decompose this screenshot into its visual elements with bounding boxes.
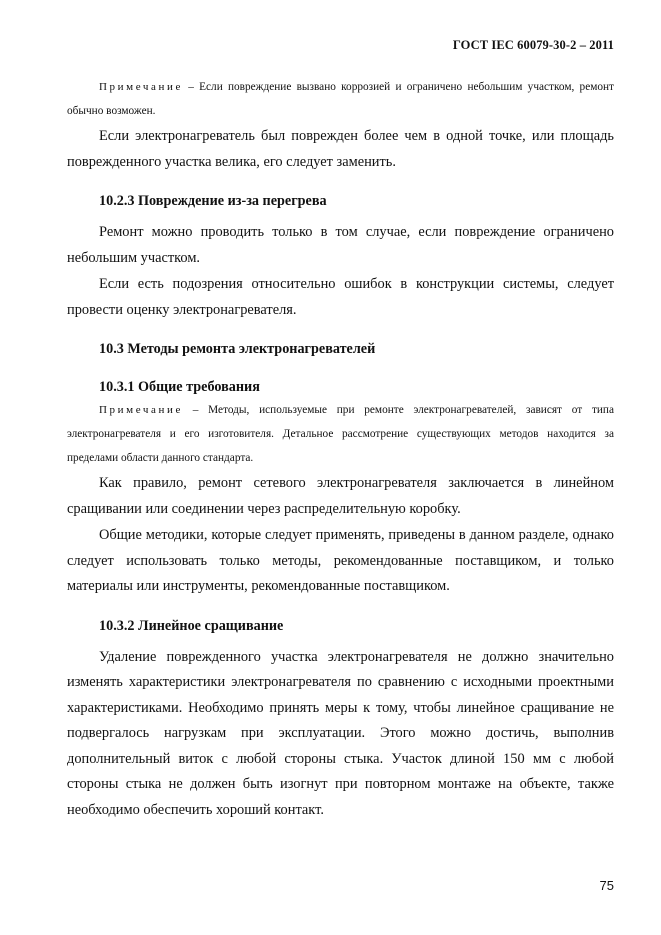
standard-header: ГОСТ IEC 60079-30-2 – 2011 — [452, 38, 614, 52]
paragraph-methods: Общие методики, которые следует применять, приведены в данном разделе, однако следует использовать только методы, рекомендованные поставщиком, и только материалы или инструменты, рекомендованные поставщиком. — [67, 527, 614, 594]
heading-10-3-1: 10.3.1 Общие требования — [99, 379, 260, 395]
note-label: Примечание — [99, 404, 183, 416]
note-corrosion — [67, 75, 614, 123]
paragraph-design-errors: Если есть подозрения относительно ошибок в конструкции системы, следует провести оценку электронагревателя. — [67, 276, 614, 318]
page-content — [67, 75, 614, 823]
heading-10-3-2: 10.3.2 Линейное сращивание — [99, 617, 284, 634]
heading-10-2-3: 10.2.3 Повреждение из-за перегрева — [99, 193, 327, 209]
paragraph-replace: Если электронагреватель был поврежден более чем в одной точке, или площадь поврежденного участка велика, его следует заменить. — [67, 128, 614, 170]
page-number: 75 — [599, 878, 614, 893]
note-text: – Если повреждение вызвано коррозией и ограничено небольшим участком, ремонт обычно возможен. — [67, 81, 614, 117]
heading-10-3: 10.3 Методы ремонта электронагревателей — [99, 341, 376, 357]
paragraph-linear-splice: Удаление поврежденного участка электронагревателя не должно значительно изменять характеристики электронагревателя по сравнению с исходными проектными характеристиками. Необходимо принять меры к тому, чтобы линейное сращивание не подвергалось нагрузкам при эксплуатации. Этого можно достичь, выполнив дополнительный виток с любой стороны стыка. Участок длиной 150 мм с любой стороны стыка не должен быть изогнут при повторном монтаже на объекте, также необходимо обеспечить хороший контакт. — [67, 648, 614, 818]
paragraph-splicing: Как правило, ремонт сетевого электронагревателя заключается в линейном сращивании или соединении через распределительную коробку. — [67, 475, 614, 517]
note-text: – Методы, используемые при ремонте электронагревателей, зависят от типа электронагревателя и его изготовителя. Детальное рассмотрение существующих методов находится за пределами области данного стандарта. — [67, 404, 614, 464]
paragraph-repair-limited: Ремонт можно проводить только в том случае, если повреждение ограничено небольшим участком. — [67, 224, 614, 266]
note-label: Примечание — [99, 81, 183, 93]
note-methods — [67, 398, 614, 470]
